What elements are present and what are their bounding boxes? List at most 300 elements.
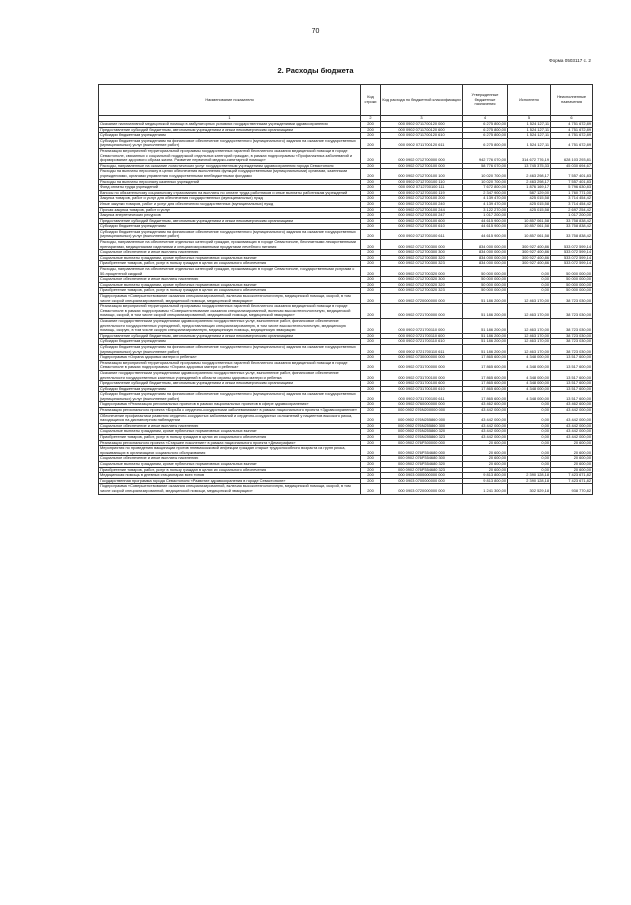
row-name: Расходы, направленные на оказание логистических услуг государственным учреждениям здравоохранения города Севастополя (99, 163, 361, 169)
row-classification-code: 000 0902 076P300000 000 (381, 440, 463, 446)
row-name: Приобретение товаров, работ, услуг в пользу граждан в целях их социального обеспечения (99, 467, 361, 473)
row-approved-amount: 51 186 200,00 (463, 294, 508, 304)
row-unexecuted-amount: 628 103 293,81 (551, 148, 593, 163)
row-line-code: 200 (361, 240, 381, 250)
row-line-code: 200 (361, 429, 381, 435)
row-name: Социальные выплаты гражданам, кроме публичных нормативных социальных выплат (99, 255, 361, 261)
row-executed-amount: 13 745 375,33 (508, 163, 551, 169)
table-row (99, 370, 593, 380)
column-header-unexecuted: Неисполненные назначения (551, 85, 593, 116)
row-name: Субсидии бюджетным учреждениям (99, 339, 361, 345)
row-approved-amount: 834 000 000,00 (463, 261, 508, 267)
row-approved-amount: 17 865 600,00 (463, 392, 508, 402)
row-approved-amount: 9 813 800,00 (463, 478, 508, 484)
row-classification-code: 000 0902 0712700320 000 (381, 267, 463, 277)
row-unexecuted-amount: 38 723 030,00 (551, 333, 593, 339)
row-name: Субсидии бюджетным учреждениям (99, 386, 361, 392)
row-line-code: 200 (361, 344, 381, 354)
row-classification-code: 000 0902 0711700120 600 (381, 127, 463, 133)
row-classification-code: 000 0902 0712700100 244 (381, 207, 463, 213)
row-classification-code: 000 0902 0712700000 000 (381, 148, 463, 163)
row-unexecuted-amount: 7 423 671,82 (551, 478, 593, 484)
row-classification-code: 000 0902 076N255860 300 (381, 423, 463, 429)
row-classification-code: 000 0902 0721700110 600 (381, 333, 463, 339)
row-unexecuted-amount: 43 442 000,00 (551, 429, 593, 435)
row-classification-code: 000 0902 0721700110 610 (381, 339, 463, 345)
row-classification-code: 000 0902 0712700100 000 (381, 163, 463, 169)
row-classification-code: 000 0902 0731700100 611 (381, 392, 463, 402)
row-line-code: 200 (361, 201, 381, 207)
row-executed-amount: 0,00 (508, 440, 551, 446)
row-classification-code: 000 0902 0711700120 610 (381, 133, 463, 139)
row-executed-amount: 300 927 400,86 (508, 250, 551, 256)
row-unexecuted-amount: 43 442 000,00 (551, 408, 593, 414)
row-approved-amount: 20 600,00 (463, 467, 508, 473)
row-classification-code: 000 0902 0730000000 000 (381, 355, 463, 361)
row-name: Расходы на выплаты персоналу казенных учреждений (99, 179, 361, 185)
row-classification-code: 000 0902 0712700100 200 (381, 196, 463, 202)
row-approved-amount: 10 020 700,00 (463, 169, 508, 179)
row-unexecuted-amount: 3 714 454,42 (551, 201, 593, 207)
row-approved-amount: 1 017 200,00 (463, 213, 508, 219)
table-header-row (99, 85, 593, 116)
row-executed-amount: 10 857 061,58 (508, 229, 551, 239)
row-name: Реализация мероприятий территориальной программы государственных гарантий бесплатного оказания медицинской помощи в городе Севастополе в рамках подпрограммы «Охрана здоровья матери и ребенка» (99, 360, 361, 370)
row-executed-amount: 0,00 (508, 446, 551, 456)
row-unexecuted-amount: 533 072 599,14 (551, 255, 593, 261)
row-classification-code: 000 0902 076N255860 320 (381, 429, 463, 435)
row-approved-amount: 6 275 800,00 (463, 133, 508, 139)
row-approved-amount: 50 000 000,00 (463, 282, 508, 288)
row-name: Медицинская помощь в дневных стационарах всех типов (99, 473, 361, 479)
row-approved-amount: 20 600,00 (463, 446, 508, 456)
row-approved-amount: 44 615 900,00 (463, 218, 508, 224)
row-name: Предоставление субсидий бюджетным, автономным учреждениям и иным некоммерческим организациям (99, 218, 361, 224)
row-approved-amount: 10 020 700,00 (463, 179, 508, 185)
row-classification-code: 000 0902 0711700120 000 (381, 122, 463, 128)
row-line-code: 200 (361, 446, 381, 456)
row-unexecuted-amount: 13 517 600,00 (551, 360, 593, 370)
row-line-code: 200 (361, 250, 381, 256)
row-unexecuted-amount: 20 600,00 (551, 467, 593, 473)
row-classification-code: 000 0902 0712700100 111 (381, 185, 463, 191)
row-classification-code: 000 0902 076P354680 300 (381, 456, 463, 462)
row-approved-amount: 20 600,00 (463, 456, 508, 462)
table-row (99, 169, 593, 179)
row-name: Приобретение товаров, работ, услуг в пользу граждан в целях их социального обеспечения (99, 435, 361, 441)
row-executed-amount: 0,00 (508, 423, 551, 429)
row-executed-amount: 4 348 000,00 (508, 360, 551, 370)
row-unexecuted-amount: 20 600,00 (551, 462, 593, 468)
row-line-code: 200 (361, 294, 381, 304)
row-name: Субсидии бюджетным учреждениям (99, 224, 361, 230)
row-classification-code: 000 0902 0712700100 600 (381, 218, 463, 224)
table-row (99, 240, 593, 250)
row-approved-amount: 43 442 000,00 (463, 413, 508, 423)
row-unexecuted-amount: 7 557 401,83 (551, 179, 593, 185)
row-classification-code: 000 0902 0731700100 600 (381, 381, 463, 387)
row-classification-code: 000 0902 0731700100 610 (381, 386, 463, 392)
row-executed-amount: 2 463 298,17 (508, 169, 551, 179)
row-approved-amount: 1 241 300,00 (463, 484, 508, 494)
row-name: Субсидии бюджетным учреждениям на финансовое обеспечение государственного (муниципального) задания на оказание государственных (муниципальных) услуг (выполнение работ) (99, 138, 361, 148)
row-approved-amount: 17 865 600,00 (463, 355, 508, 361)
row-line-code: 200 (361, 169, 381, 179)
row-name: Реализация мероприятий территориальной программы государственных гарантий бесплатного оказания медицинской помощи в городе Севастополе в рамках подпрограммы «Совершенствование оказания специализированной, включая высокотехнологичную, медицинской помощи, скорой, в том числе скорой специализированной, медицинской помощи, медицинской эвакуации» (99, 304, 361, 319)
row-executed-amount: 2 463 298,17 (508, 179, 551, 185)
row-executed-amount: 1 524 127,11 (508, 133, 551, 139)
row-classification-code: 000 0903 0000000000 000 (381, 473, 463, 479)
column-header-executed: Исполнено (508, 85, 551, 116)
row-approved-amount: 20 600,00 (463, 440, 508, 446)
row-line-code: 200 (361, 218, 381, 224)
row-line-code: 200 (361, 255, 381, 261)
row-line-code: 200 (361, 179, 381, 185)
row-name: Оказание государственными учреждениями здравоохранения государственных услуг, выполнение работ, финансовое обеспечение деятельности государственных казенных учреждений в области охраны здоровья матери и ребенка (99, 370, 361, 380)
row-classification-code: 000 0902 076N255860 000 (381, 413, 463, 423)
row-executed-amount: 12 463 170,00 (508, 318, 551, 333)
row-line-code: 200 (361, 484, 381, 494)
row-executed-amount: 12 463 170,00 (508, 333, 551, 339)
row-line-code: 200 (361, 360, 381, 370)
row-approved-amount: 9 813 800,00 (463, 473, 508, 479)
row-name: Закупка энергетических ресурсов (99, 213, 361, 219)
row-unexecuted-amount: 33 758 838,42 (551, 229, 593, 239)
row-line-code: 200 (361, 440, 381, 446)
row-executed-amount: 1 524 127,11 (508, 122, 551, 128)
row-classification-code: 000 0902 0712700100 119 (381, 190, 463, 196)
row-classification-code: 000 0902 0712700320 300 (381, 277, 463, 283)
row-unexecuted-amount: 33 758 838,42 (551, 218, 593, 224)
row-line-code: 200 (361, 381, 381, 387)
row-name: Предоставление субсидий бюджетным, автономным учреждениям и иным некоммерческим организациям (99, 333, 361, 339)
row-executed-amount: 4 348 000,00 (508, 392, 551, 402)
row-executed-amount: 12 463 170,00 (508, 339, 551, 345)
row-unexecuted-amount: 2 697 254,42 (551, 207, 593, 213)
form-code: Форма 0503117 с. 2 (549, 58, 591, 63)
row-line-code: 200 (361, 148, 381, 163)
row-name: Субсидии бюджетным учреждениям (99, 133, 361, 139)
row-executed-amount: 0,00 (508, 467, 551, 473)
row-line-code: 200 (361, 339, 381, 345)
row-approved-amount: 17 865 600,00 (463, 386, 508, 392)
row-line-code: 200 (361, 456, 381, 462)
row-line-code: 200 (361, 478, 381, 484)
row-unexecuted-amount: 20 600,00 (551, 446, 593, 456)
row-name: Прочая закупка товаров, работ и услуг (99, 207, 361, 213)
row-line-code: 200 (361, 261, 381, 267)
row-classification-code: 000 0902 0712700100 247 (381, 213, 463, 219)
row-classification-code: 000 0902 0760000000 000 (381, 402, 463, 408)
row-executed-amount: 0,00 (508, 462, 551, 468)
row-line-code: 200 (361, 435, 381, 441)
row-line-code: 200 (361, 423, 381, 429)
row-approved-amount: 834 000 000,00 (463, 250, 508, 256)
row-approved-amount: 6 275 800,00 (463, 127, 508, 133)
row-executed-amount: 10 857 061,58 (508, 218, 551, 224)
row-name: Обеспечение профилактики развития сердечно-сосудистых заболеваний и сердечно-сосудистых осложнений у пациентов высокого риска, находящихся на диспансерном наблюдении (99, 413, 361, 423)
row-executed-amount: 314 672 776,19 (508, 148, 551, 163)
row-name: Взносы по обязательному социальному страхованию на выплаты по оплате труда работников и иные выплаты работникам учреждений (99, 190, 361, 196)
row-line-code: 200 (361, 408, 381, 414)
row-line-code: 200 (361, 138, 381, 148)
row-executed-amount: 0,00 (508, 282, 551, 288)
row-name: Субсидии бюджетным учреждениям на финансовое обеспечение государственного (муниципального) задания на оказание государственных (муниципальных) услуг (выполнение работ) (99, 392, 361, 402)
table-row (99, 344, 593, 354)
row-name: Социальные выплаты гражданам, кроме публичных нормативных социальных выплат (99, 429, 361, 435)
row-unexecuted-amount: 38 723 030,00 (551, 344, 593, 354)
table-row (99, 484, 593, 494)
row-line-code: 200 (361, 473, 381, 479)
row-executed-amount: 4 348 000,00 (508, 381, 551, 387)
row-classification-code: 000 0902 076P354680 323 (381, 467, 463, 473)
row-approved-amount: 44 615 900,00 (463, 224, 508, 230)
row-executed-amount: 4 348 000,00 (508, 386, 551, 392)
row-approved-amount: 43 462 600,00 (463, 402, 508, 408)
row-line-code: 200 (361, 413, 381, 423)
row-unexecuted-amount: 38 723 030,00 (551, 339, 593, 345)
row-classification-code: 000 0902 0712700100 100 (381, 169, 463, 179)
row-executed-amount: 0,00 (508, 277, 551, 283)
row-approved-amount: 6 275 800,00 (463, 138, 508, 148)
row-line-code: 200 (361, 207, 381, 213)
row-name: Приобретение товаров, работ, услуг в пользу граждан в целях их социального обеспечения (99, 288, 361, 294)
row-line-code: 200 (361, 127, 381, 133)
row-approved-amount: 6 275 800,00 (463, 122, 508, 128)
row-name: Реализация мероприятий территориальной программы государственных гарантий бесплатного оказания медицинской помощи в городе Севастополе, связанных с социальной поддержкой отдельных категорий граждан, в рамках подпрограммы «Профилактика заболеваний и формирование здорового образа жизни. Развитие первичной медико-санитарной помощи» (99, 148, 361, 163)
row-executed-amount: 0,00 (508, 408, 551, 414)
row-line-code: 200 (361, 229, 381, 239)
row-line-code: 200 (361, 467, 381, 473)
row-approved-amount: 43 442 000,00 (463, 429, 508, 435)
row-name: Субсидии бюджетным учреждениям на финансовое обеспечение государственного (муниципального) задания на оказание государственных (муниципальных) услуг (выполнение работ) (99, 344, 361, 354)
row-name: Государственная программа города Севастополя «Развитие здравоохранения в городе Севастополе» (99, 478, 361, 484)
row-executed-amount: 4 348 000,00 (508, 355, 551, 361)
table-row (99, 446, 593, 456)
row-name: Фонд оплаты труда учреждений (99, 185, 361, 191)
row-executed-amount: 425 015,58 (508, 207, 551, 213)
row-line-code: 200 (361, 163, 381, 169)
row-line-code: 200 (361, 190, 381, 196)
row-line-code: 200 (361, 122, 381, 128)
row-approved-amount: 834 000 000,00 (463, 240, 508, 250)
row-executed-amount: 0,00 (508, 402, 551, 408)
table-row (99, 294, 593, 304)
row-executed-amount: 0,00 (508, 435, 551, 441)
row-executed-amount: 12 463 170,00 (508, 304, 551, 319)
row-line-code: 200 (361, 402, 381, 408)
column-number: 2 (361, 116, 381, 122)
row-executed-amount: 0,00 (508, 288, 551, 294)
column-header-line-code: Код строки (361, 85, 381, 116)
row-name: Приобретение товаров, работ, услуг в пользу граждан в целях их социального обеспечения (99, 261, 361, 267)
row-line-code: 200 (361, 224, 381, 230)
row-name: Оказание паллиативной медицинской помощи в амбулаторных условиях государственными учреждениями здравоохранения (99, 122, 361, 128)
row-approved-amount: 44 615 900,00 (463, 229, 508, 239)
row-classification-code: 000 0902 0711700120 611 (381, 138, 463, 148)
row-classification-code: 000 0902 0721700110 000 (381, 318, 463, 333)
row-unexecuted-amount: 13 517 600,00 (551, 386, 593, 392)
column-number: 3 (381, 116, 463, 122)
row-unexecuted-amount: 13 517 600,00 (551, 355, 593, 361)
row-unexecuted-amount: 1 760 771,00 (551, 190, 593, 196)
row-classification-code: 000 0902 0721700000 000 (381, 304, 463, 319)
row-name: Мероприятия по проведению вакцинации против пневмококковой инфекции граждан старше трудоспособного возраста из групп риска, проживающих в организациях социального обслуживания (99, 446, 361, 456)
row-unexecuted-amount: 43 442 000,00 (551, 423, 593, 429)
row-name: Иные закупки товаров, работ и услуг для обеспечения государственных (муниципальных) нужд (99, 201, 361, 207)
row-unexecuted-amount: 5 796 630,83 (551, 185, 593, 191)
row-name: Подпрограмма «Совершенствование оказания специализированной, включая высокотехнологичную, медицинской помощи, скорой, в том числе скорой специализированной, медицинской помощи, медицинской эвакуации» (99, 484, 361, 494)
row-approved-amount: 58 776 070,00 (463, 163, 508, 169)
row-unexecuted-amount: 45 030 694,67 (551, 163, 593, 169)
row-name: Социальные выплаты гражданам, кроме публичных нормативных социальных выплат (99, 282, 361, 288)
row-unexecuted-amount: 13 517 600,00 (551, 381, 593, 387)
row-approved-amount: 51 186 200,00 (463, 304, 508, 319)
row-line-code: 200 (361, 304, 381, 319)
row-line-code: 200 (361, 386, 381, 392)
row-line-code: 200 (361, 333, 381, 339)
row-executed-amount: 12 463 170,00 (508, 294, 551, 304)
column-header-approved: Утвержденные бюджетные назначения (463, 85, 508, 116)
row-executed-amount: 300 927 400,86 (508, 261, 551, 267)
row-unexecuted-amount: 4 751 672,89 (551, 133, 593, 139)
row-unexecuted-amount: 50 000 000,00 (551, 282, 593, 288)
row-name: Реализация регионального проекта «Старшее поколение» в рамках национального проекта «Демография» (99, 440, 361, 446)
row-unexecuted-amount: 7 557 401,83 (551, 169, 593, 179)
row-executed-amount: 587 129,00 (508, 190, 551, 196)
row-unexecuted-amount: 43 462 600,00 (551, 402, 593, 408)
row-approved-amount: 7 672 800,00 (463, 185, 508, 191)
row-line-code: 200 (361, 288, 381, 294)
row-executed-amount: 0,00 (508, 456, 551, 462)
row-approved-amount: 50 000 000,00 (463, 277, 508, 283)
row-approved-amount: 3 122 270,00 (463, 207, 508, 213)
row-unexecuted-amount: 38 723 030,00 (551, 318, 593, 333)
row-unexecuted-amount: 43 442 000,00 (551, 413, 593, 423)
row-unexecuted-amount: 38 723 030,00 (551, 294, 593, 304)
row-line-code: 200 (361, 267, 381, 277)
column-header-classification-code: Код расхода по бюджетной классификации (381, 85, 463, 116)
row-approved-amount: 2 347 900,00 (463, 190, 508, 196)
row-classification-code: 000 0902 0712700300 300 (381, 250, 463, 256)
row-unexecuted-amount: 50 000 000,00 (551, 288, 593, 294)
column-number: 5 (508, 116, 551, 122)
row-name: Предоставление субсидий бюджетным, автономным учреждениям и иным некоммерческим организациям (99, 381, 361, 387)
row-name: Подпрограмма «Совершенствование оказания специализированной, включая высокотехнологичную, медицинской помощи, скорой, в том числе скорой специализированной, медицинской помощи, медицинской эвакуации» (99, 294, 361, 304)
row-unexecuted-amount: 13 517 600,00 (551, 392, 593, 402)
row-approved-amount: 834 000 000,00 (463, 255, 508, 261)
table-row (99, 148, 593, 163)
row-approved-amount: 17 865 600,00 (463, 381, 508, 387)
table-row (99, 318, 593, 333)
row-line-code: 200 (361, 318, 381, 333)
row-name: Закупка товаров, работ и услуг для обеспечения государственных (муниципальных) нужд (99, 196, 361, 202)
row-classification-code: 000 0902 0712700100 610 (381, 224, 463, 230)
column-number: 1 (99, 116, 361, 122)
row-classification-code: 000 0902 076P354680 000 (381, 446, 463, 456)
row-line-code: 200 (361, 355, 381, 361)
row-approved-amount: 43 442 000,00 (463, 408, 508, 414)
row-executed-amount: 0,00 (508, 413, 551, 423)
row-executed-amount: 1 524 127,11 (508, 127, 551, 133)
row-name: Подпрограмма «Реализация региональных проектов в рамках национальных проектов в сфере здравоохранения» (99, 402, 361, 408)
row-executed-amount: 10 857 061,58 (508, 224, 551, 230)
row-executed-amount: 425 015,58 (508, 196, 551, 202)
row-unexecuted-amount: 4 751 672,89 (551, 122, 593, 128)
row-classification-code: 000 0902 0712700320 320 (381, 282, 463, 288)
row-approved-amount: 942 776 070,00 (463, 148, 508, 163)
row-executed-amount: 1 524 127,11 (508, 138, 551, 148)
row-line-code: 200 (361, 282, 381, 288)
row-executed-amount: 300 927 400,86 (508, 255, 551, 261)
row-name: Социальное обеспечение и иные выплаты населению (99, 277, 361, 283)
row-classification-code: 000 0903 0720000000 000 (381, 484, 463, 494)
row-name: Расходы, направленные на обеспечение отдельных категорий граждан, проживающих в городе Севастополе, государственными услугами с 50-процентной скидкой (99, 267, 361, 277)
row-executed-amount: 300 927 400,86 (508, 240, 551, 250)
row-classification-code: 000 0902 0712700320 323 (381, 288, 463, 294)
row-name: Социальное обеспечение и иные выплаты населению (99, 250, 361, 256)
row-executed-amount: 0,00 (508, 267, 551, 277)
row-executed-amount: 4 348 000,00 (508, 370, 551, 380)
row-approved-amount: 17 865 600,00 (463, 360, 508, 370)
table-row (99, 413, 593, 423)
row-unexecuted-amount: 533 072 599,14 (551, 250, 593, 256)
row-executed-amount: 0,00 (508, 429, 551, 435)
row-classification-code: 000 0902 0731700100 000 (381, 370, 463, 380)
table-row (99, 360, 593, 370)
row-name: Социальные выплаты гражданам, кроме публичных нормативных социальных выплат (99, 462, 361, 468)
row-approved-amount: 43 442 000,00 (463, 435, 508, 441)
row-approved-amount: 17 865 600,00 (463, 370, 508, 380)
row-approved-amount: 4 139 470,00 (463, 201, 508, 207)
row-approved-amount: 43 442 000,00 (463, 423, 508, 429)
table-row (99, 304, 593, 319)
section-title: 2. Расходы бюджета (277, 66, 354, 75)
row-name: Субсидии бюджетным учреждениям на финансовое обеспечение государственного (муниципального) задания на оказание государственных (муниципальных) услуг (выполнение работ) (99, 229, 361, 239)
row-approved-amount: 20 600,00 (463, 462, 508, 468)
table-row (99, 392, 593, 402)
row-classification-code: 000 0902 076N255860 323 (381, 435, 463, 441)
row-executed-amount: 1 876 169,17 (508, 185, 551, 191)
row-classification-code: 000 0902 0712700100 110 (381, 179, 463, 185)
row-unexecuted-amount: 533 072 599,14 (551, 261, 593, 267)
row-name: Оказание государственными учреждениями здравоохранения государственных услуг, выполнение работ, финансовое обеспечение деятельности государственных учреждений, предоставляющих специализированную, в том числе высокотехнологичную, медицинскую помощь, скорую, в том числе скорую специализированную, медицинскую помощь, медицинскую эвакуацию (99, 318, 361, 333)
row-classification-code: 000 0902 0731700000 000 (381, 360, 463, 370)
row-executed-amount: 12 463 170,00 (508, 344, 551, 354)
row-executed-amount: 425 015,58 (508, 201, 551, 207)
row-unexecuted-amount: 1 017 200,00 (551, 213, 593, 219)
row-classification-code: 000 0902 076P354680 320 (381, 462, 463, 468)
row-classification-code: 000 0902 0712700300 320 (381, 255, 463, 261)
table-row (99, 267, 593, 277)
row-classification-code: 000 0902 0712700100 240 (381, 201, 463, 207)
row-line-code: 200 (361, 213, 381, 219)
row-unexecuted-amount: 4 751 672,89 (551, 138, 593, 148)
row-classification-code: 000 0903 0700000000 000 (381, 478, 463, 484)
row-name: Расходы, направленные на обеспечение отдельных категорий граждан, проживающих в городе Севастополе, бесплатными лекарственными препаратами, медицинскими изделиями и специализированными продуктами лечебного питания (99, 240, 361, 250)
row-name: Расходы на выплаты персоналу в целях обеспечения выполнения функций государственными (муниципальными) органами, казенными учреждениями, органами управления государственными внебюджетными фондами (99, 169, 361, 179)
row-name: Социальное обеспечение и иные выплаты населению (99, 456, 361, 462)
table-row (99, 229, 593, 239)
row-approved-amount: 51 186 200,00 (463, 339, 508, 345)
row-classification-code: 000 0902 076N200000 000 (381, 408, 463, 414)
column-header-name: Наименование показателя (99, 85, 361, 116)
column-number: 6 (551, 116, 593, 122)
row-unexecuted-amount: 20 600,00 (551, 456, 593, 462)
row-unexecuted-amount: 3 714 454,42 (551, 196, 593, 202)
row-unexecuted-amount: 20 600,00 (551, 440, 593, 446)
row-line-code: 200 (361, 133, 381, 139)
